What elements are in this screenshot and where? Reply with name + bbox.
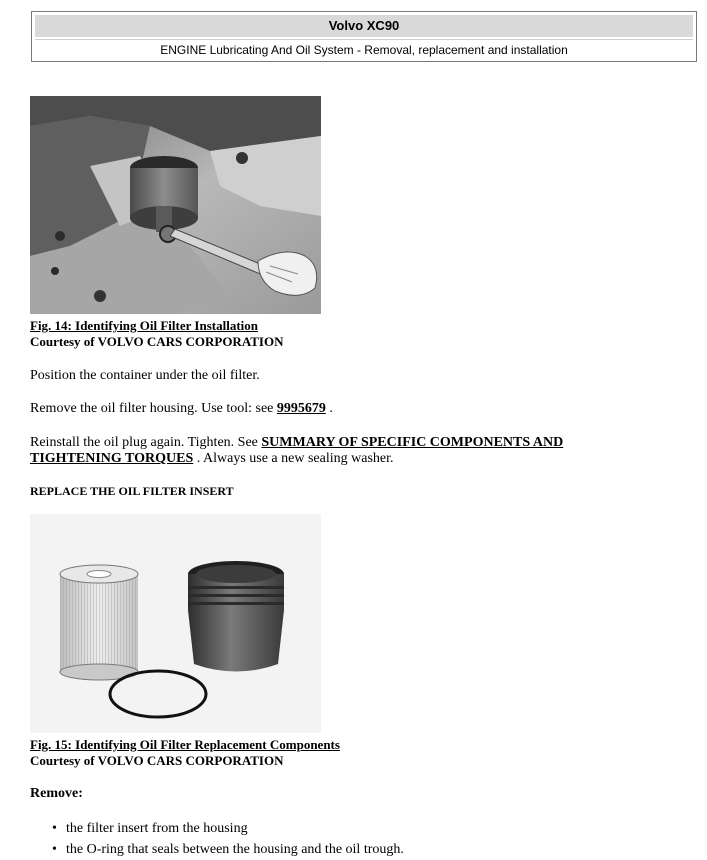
figure-15-credit: Courtesy of VOLVO CARS CORPORATION: [30, 753, 284, 768]
vehicle-title: Volvo XC90: [35, 15, 693, 37]
section-heading: REPLACE THE OIL FILTER INSERT: [30, 484, 234, 498]
remove-label: Remove:: [30, 786, 83, 801]
document-header: [31, 11, 697, 62]
figure-14-credit: Courtesy of VOLVO CARS CORPORATION: [30, 334, 284, 349]
tool-link-9995679[interactable]: 9995679: [276, 401, 326, 416]
step-remove-housing: Remove the oil filter housing. Use tool: see 9995679 .: [30, 401, 333, 416]
oil-filter-installation-photo: [30, 96, 321, 314]
list-item: • the filter insert from the housing: [30, 818, 404, 839]
list-item: • the O-ring that seals between the housing and the oil trough.: [30, 839, 404, 860]
figure-14-caption: Fig. 14: Identifying Oil Filter Installation: [30, 318, 258, 333]
step-reinstall-plug: Reinstall the oil plug again. Tighten. See SUMMARY OF SPECIFIC COMPONENTS AND TIGHTENING TORQUES . Always use a new sealing washer.: [30, 435, 564, 466]
oil-filter-components-photo: [30, 514, 321, 733]
step-position-container: Position the container under the oil filter.: [30, 368, 260, 383]
figure-15-caption: Fig. 15: Identifying Oil Filter Replacement Components: [30, 737, 340, 752]
remove-list: [30, 818, 404, 860]
torque-summary-link[interactable]: SUMMARY OF SPECIFIC COMPONENTS AND TIGHTENING TORQUES: [30, 435, 564, 466]
section-subtitle: ENGINE Lubricating And Oil System - Removal, replacement and installation: [35, 39, 693, 60]
